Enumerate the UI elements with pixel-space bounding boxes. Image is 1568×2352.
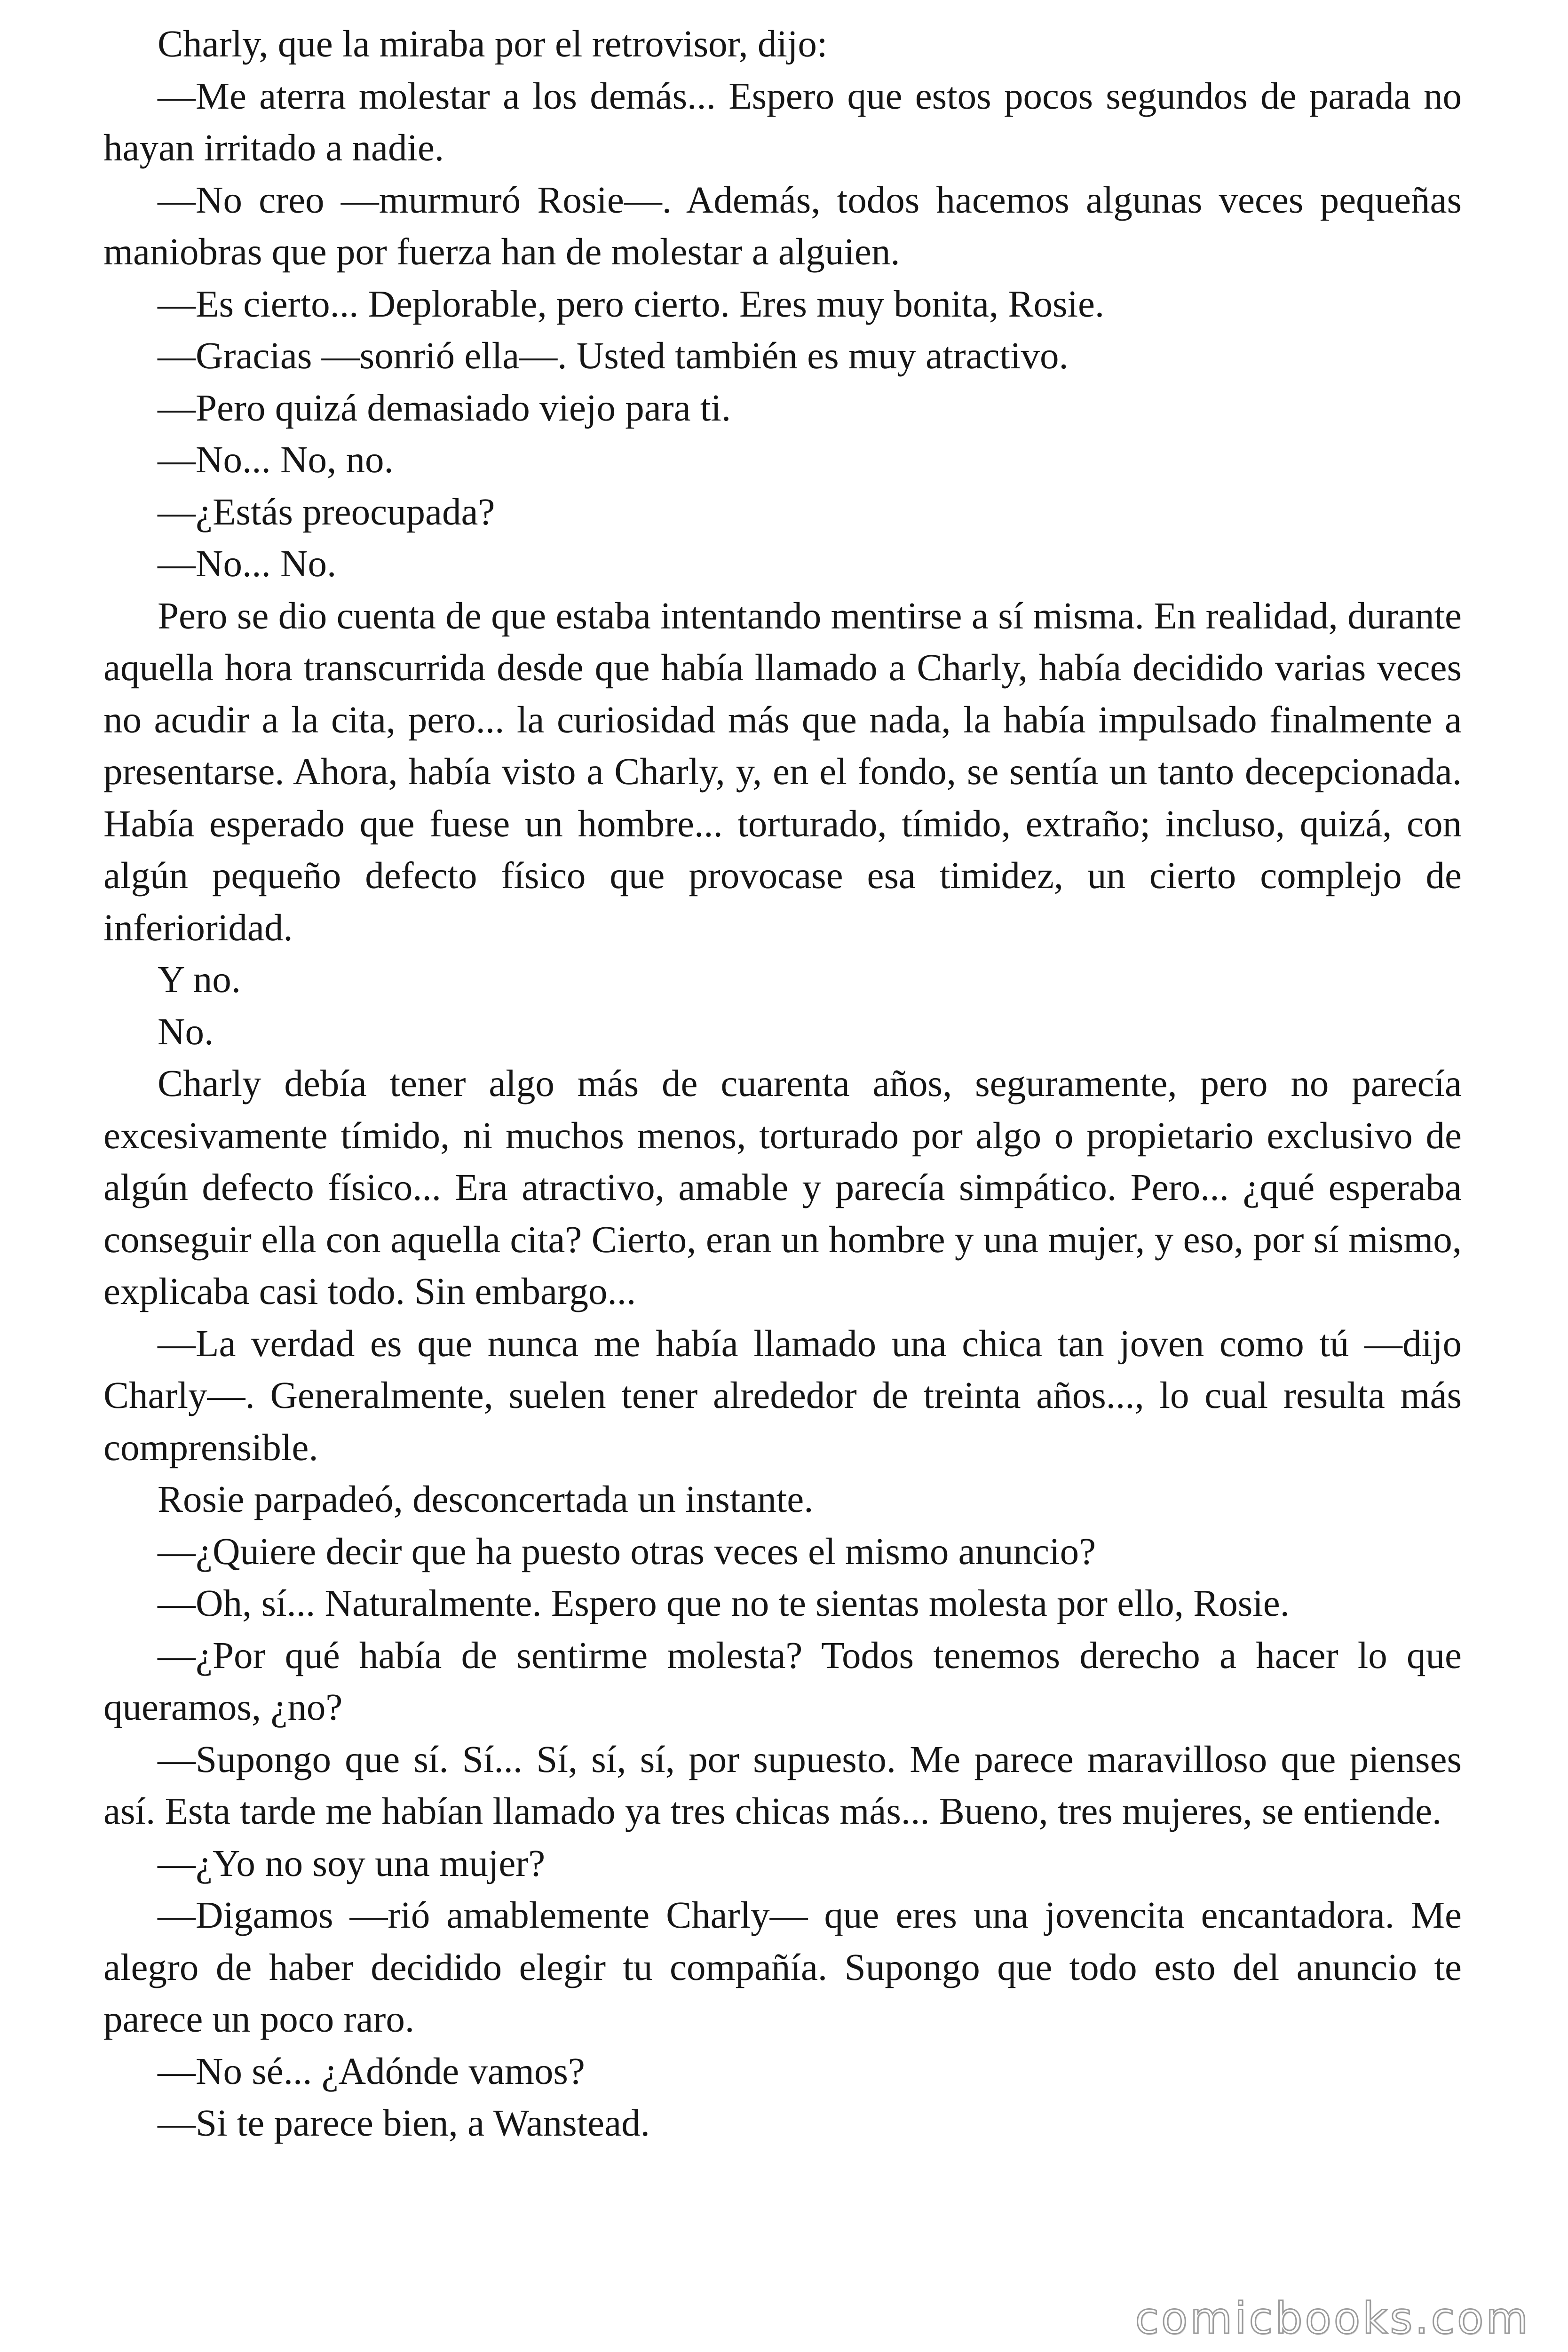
paragraph: —¿Yo no soy una mujer?	[158, 1842, 546, 1884]
paragraph: —¿Estás preocupada?	[158, 490, 495, 533]
paragraph: —No... No.	[158, 542, 337, 585]
paragraph: —No sé... ¿Adónde vamos?	[158, 2050, 585, 2092]
page-text	[103, 18, 1462, 2149]
watermark: comicbooks.com	[1135, 2293, 1530, 2344]
paragraph: —No... No, no.	[158, 438, 394, 481]
paragraph: —No creo —murmuró Rosie—. Además, todos hacemos algunas veces pequeñas maniobras que por fuerza han de molestar a alguien.	[103, 178, 1462, 273]
paragraph: Charly debía tener algo más de cuarenta años, seguramente, pero no parecía excesivamente tímido, ni muchos menos, torturado por algo o propietario exclusivo de algún defecto físico... Era atractivo, amable y parecía simpático. Pero... ¿qué esperaba conseguir ella con aquella cita? Cierto, eran un hombre y una mujer, y eso, por sí mismo, explicaba casi todo. Sin embargo...	[103, 1062, 1462, 1312]
paragraph: —Es cierto... Deplorable, pero cierto. Eres muy bonita, Rosie.	[158, 282, 1105, 325]
paragraph: —Gracias —sonrió ella—. Usted también es muy atractivo.	[158, 334, 1069, 377]
paragraph: —Si te parece bien, a Wanstead.	[158, 2102, 650, 2144]
paragraph: —¿Por qué había de sentirme molesta? Todos tenemos derecho a hacer lo que queramos, ¿no?	[103, 1634, 1462, 1728]
paragraph: —Supongo que sí. Sí... Sí, sí, sí, por supuesto. Me parece maravilloso que pienses así. Esta tarde me habían llamado ya tres chicas más... Bueno, tres mujeres, se entiende.	[103, 1738, 1462, 1832]
paragraph: —Oh, sí... Naturalmente. Espero que no te sientas molesta por ello, Rosie.	[158, 1582, 1290, 1624]
paragraph: Charly, que la miraba por el retrovisor, dijo:	[158, 23, 828, 65]
paragraph: —Pero quizá demasiado viejo para ti.	[158, 386, 731, 429]
paragraph: —¿Quiere decir que ha puesto otras veces el mismo anuncio?	[158, 1530, 1096, 1573]
paragraph: Y no.	[158, 958, 241, 1001]
paragraph: Rosie parpadeó, desconcertada un instante.	[158, 1478, 814, 1520]
paragraph: No.	[158, 1010, 214, 1053]
paragraph: —La verdad es que nunca me había llamado una chica tan joven como tú —dijo Charly—. Generalmente, suelen tener alrededor de treinta años..., lo cual resulta más comprensible.	[103, 1322, 1462, 1469]
paragraph: —Digamos —rió amablemente Charly— que eres una jovencita encantadora. Me alegro de haber decidido elegir tu compañía. Supongo que todo esto del anuncio te parece un poco raro.	[103, 1894, 1462, 2040]
paragraph: —Me aterra molestar a los demás... Espero que estos pocos segundos de parada no hayan irritado a nadie.	[103, 74, 1462, 169]
paragraph: Pero se dio cuenta de que estaba intentando mentirse a sí misma. En realidad, durante aquella hora transcurrida desde que había llamado a Charly, había decidido varias veces no acudir a la cita, pero... la curiosidad más que nada, la había impulsado finalmente a presentarse. Ahora, había visto a Charly, y, en el fondo, se sentía un tanto decepcionada. Había esperado que fuese un hombre... torturado, tímido, extraño; incluso, quizá, con algún pequeño defecto físico que provocase esa timidez, un cierto complejo de inferioridad.	[103, 594, 1462, 949]
